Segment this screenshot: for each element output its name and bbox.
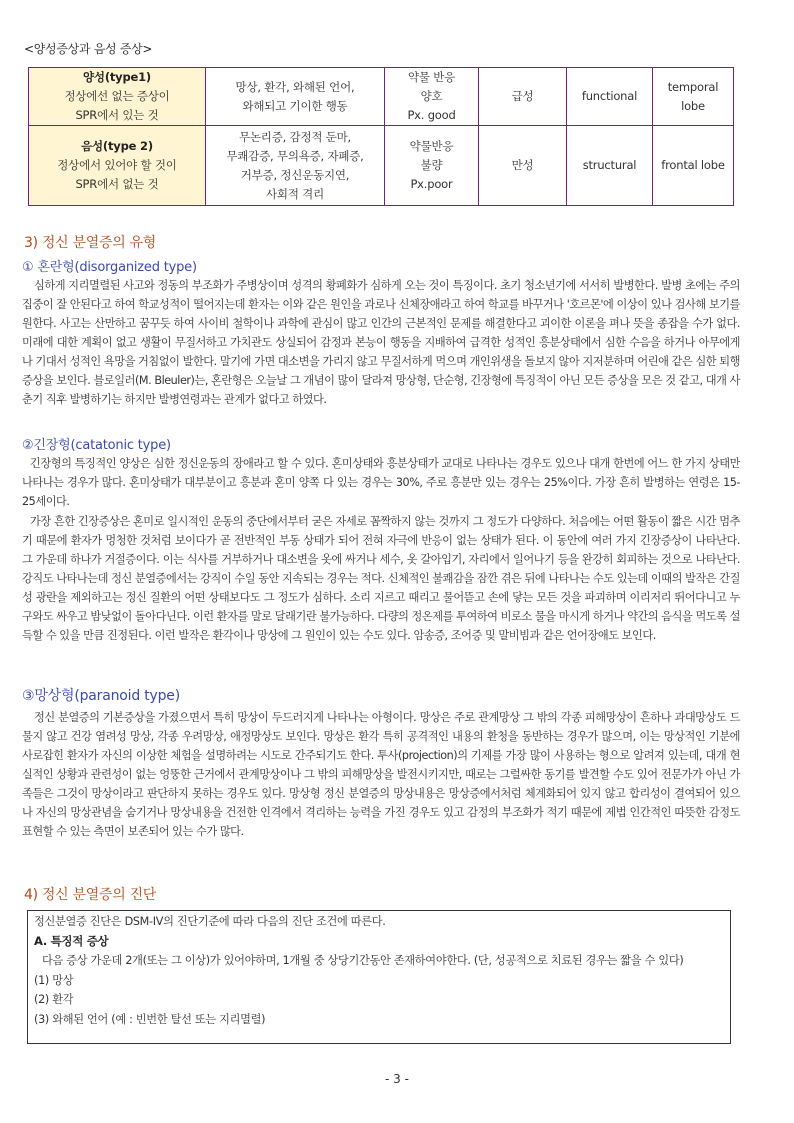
- negative-nature: structural: [567, 126, 653, 206]
- criteria-item: (2) 환각: [34, 993, 74, 1006]
- negative-symptom-list: 무논리증, 감정적 둔마, 무쾌감증, 무의욕증, 자폐증, 거부증, 정신운동지연, 사회적 격리: [206, 126, 385, 206]
- catatonic-paragraph-2: 가장 흔한 긴장증상은 혼미로 일시적인 운동의 중단에서부터 굳은 자세로 꼼짝하지 않는 것까지 그 정도가 다양하다. 처음에는 어떤 활동이 짧은 시간 멈추기 때문에 환자가 멍청한 것처럼 보이다가 곧 전반적인 부동 상태가 되어 전혀 자극에 반응이 없는 상태가 된다. 이 동안에 여러 가지 긴장증상이 나타난다. 그 가운데 하나가 거절증이다. 이는 식사를 거부하거나 대소변을 옷에 싸거나 세수, 옷 갈아입기, 자리에서 일어나기 등을 완강히 회피하는 것으로 나타난다. 강직도 나타나는데 정신 분열증에서는 강직이 수일 동안 지속되는 경우는 적다. 신체적인 불쾌감을 잠깐 겪은 뒤에 나타나는 수도 있는데 이때의 발작은 간질성 광란을 제외하고는 정신 질환의 어떤 상태보다도 그 정도가 심하다. 소리 지르고 때리고 물어뜯고 손에 닿는 모든 것을 파괴하며 이리저리 뛰어다니고 누구와도 싸우고 밤낮없이 돌아다닌다. 이런 환자를 말로 달래기란 불가능하다. 다량의 정온제를 투여하여 비로소 물을 마시게 하거나 약간의 음식을 먹도록 설득할 수 있을 만큼 진정된다. 이런 발작은 환각이나 망상에 그 원인이 있는 수도 있다. 암송증, 조어증 및 말비빔과 같은 언어장애도 보인다.: [22, 515, 740, 642]
- paranoid-paragraph: 정신 분열증의 기본증상을 가졌으면서 특히 망상이 두드러지게 나타나는 아형이다. 망상은 주로 관계망상 그 밖의 각종 피해망상이 흔하나 과대망상도 드물지 않고 건강 염려성 망상, 각종 우려망상, 애정망상도 보인다. 망상은 환각 특히 공격적인 내용의 환청을 동반하는 경우가 많으며, 이는 망상적인 기분에 사로잡힌 환자가 자신의 이상한 체험을 설명하려는 시도로 간주되기도 한다. 투사(projection)의 기제를 가장 많이 사용하는 형으로 알려져 있는데, 대개 현실적인 상황과 관련성이 없는 엉뚱한 근거에서 관계망상이나 그 밖의 피해망상을 발전시키지만, 때로는 그럴싸한 동기를 발견할 수도 있어 전문가가 아닌 가족들은 그것이 망상이라고 판단하지 못하는 경우도 있다. 망상형 정신 분열증의 망상내용은 망상증에서처럼 체계화되어 있지 않고 합리성이 결여되어 있으나 자신의 망상관념을 숨기거나 망상내용을 건전한 인격에서 격리하는 능력을 가진 경우도 있고 감정의 부조화가 적기 때문에 제법 인간적인 따뜻한 감정도 표현할 수 있는 측면이 보존되어 있는 수가 많다.: [22, 711, 740, 838]
- positive-onset: 급성: [479, 68, 567, 126]
- criteria-a-body: 다음 증상 가운데 2개(또는 그 이상)가 있어야하며, 1개월 중 상당기간동안 존재하여야한다. (단, 성공적으로 치료된 경우는 짧을 수 있다): [42, 954, 684, 967]
- subtype-paranoid-heading: ③망상형(paranoid type): [22, 688, 180, 704]
- negative-lobe: frontal lobe: [653, 126, 734, 206]
- diagnosis-criteria-box: [27, 910, 731, 1044]
- positive-drug-response: 약물 반응 양호 Px. good: [385, 68, 479, 126]
- positive-symptom-list: 망상, 환각, 와해된 언어, 와해되고 기이한 행동: [206, 68, 385, 126]
- diagnosis-intro: 정신분열증 진단은 DSM-IV의 진단기준에 따라 다음의 진단 조건에 따른다.: [34, 915, 386, 928]
- symptom-comparison-table: [28, 67, 734, 206]
- positive-nature: functional: [567, 68, 653, 126]
- catatonic-paragraph-1: 긴장형의 특징적인 양상은 심한 정신운동의 장애라고 할 수 있다. 혼미상태와 흥분상태가 교대로 나타나는 경우도 있으나 대개 한번에 어느 한 가지 상태만 나타나는 경우가 많다. 혼미상태가 대부분이고 흥분과 혼미 양쪽 다 있는 경우는 30%, 주로 흥분만 있는 경우는 25%이다. 가장 흔히 발병하는 연령은 15-25세이다.: [22, 457, 740, 508]
- section-4-title: 4) 정신 분열증의 진단: [24, 887, 157, 903]
- section-3-title: 3) 정신 분열증의 유형: [24, 235, 157, 251]
- table-caption: <양성증상과 음성 증상>: [24, 42, 153, 56]
- criteria-item: (1) 망상: [34, 973, 74, 987]
- criteria-item: (3) 와해된 언어 (예 : 빈번한 탈선 또는 지리멸렬): [34, 1012, 266, 1026]
- subtype-disorganized-heading: ① 혼란형(disorganized type): [22, 260, 197, 275]
- positive-lobe: temporal lobe: [653, 68, 734, 126]
- positive-symptom-header: 양성(type1) 정상에선 없는 증상이 SPR에서 있는 것: [29, 68, 206, 126]
- table-row-positive: [29, 68, 734, 126]
- table-row-negative: [29, 126, 734, 206]
- negative-drug-response: 약물반응 불량 Px.poor: [385, 126, 479, 206]
- negative-onset: 만성: [479, 126, 567, 206]
- subtype-catatonic-heading: ②긴장형(catatonic type): [22, 438, 171, 453]
- criteria-a-subtitle: A. 특징적 증상: [34, 933, 109, 948]
- negative-symptom-header: 음성(type 2) 정상에서 있어야 할 것이 SPR에서 없는 것: [29, 126, 206, 206]
- disorganized-paragraph: 심하게 지리멸렬된 사고와 정동의 부조화가 주병상이며 성격의 황폐화가 심하게 오는 것이 특징이다. 초기 청소년기에 서서히 발병한다. 발병 초에는 주의집중이 잘 안된다고 하여 학교성적이 떨어지는데 환자는 이와 같은 원인을 과로나 신체장애라고 하여 학교를 바꾸거나 '호르몬'에 이상이 있나 검사해 보기를 원한다. 사고는 산만하고 꿈꾸듯 하여 사이비 철학이나 과학에 관심이 많고 인간의 근본적인 문제를 해결한다고 괴이한 이론을 펴나 뜻을 종잡을 수가 없다. 미래에 대한 계획이 없고 생활이 무질서하고 가치관도 상실되어 감정과 본능이 행동을 지배하여 급격한 성적인 흥분상태에서 심한 수음을 하거나 아무에게나 기대서 성적인 욕망을 거침없이 발한다. 말기에 가면 대소변을 가리지 않고 무질서하게 먹으며 개인위생을 돌보지 않아 지저분하며 어린애 같은 심한 퇴행증상을 보인다. 블로일러(M. Bleuler)는, 혼란형은 오늘날 그 개념이 많이 달라져 망상형, 단순형, 긴장형에 특징적이 아닌 모든 증상을 모은 것 같고, 대개 사춘기 직후 발병하기는 하지만 발병연령과는 관계가 없다고 하였다.: [22, 279, 740, 406]
- page-number: - 3 -: [385, 1072, 409, 1086]
